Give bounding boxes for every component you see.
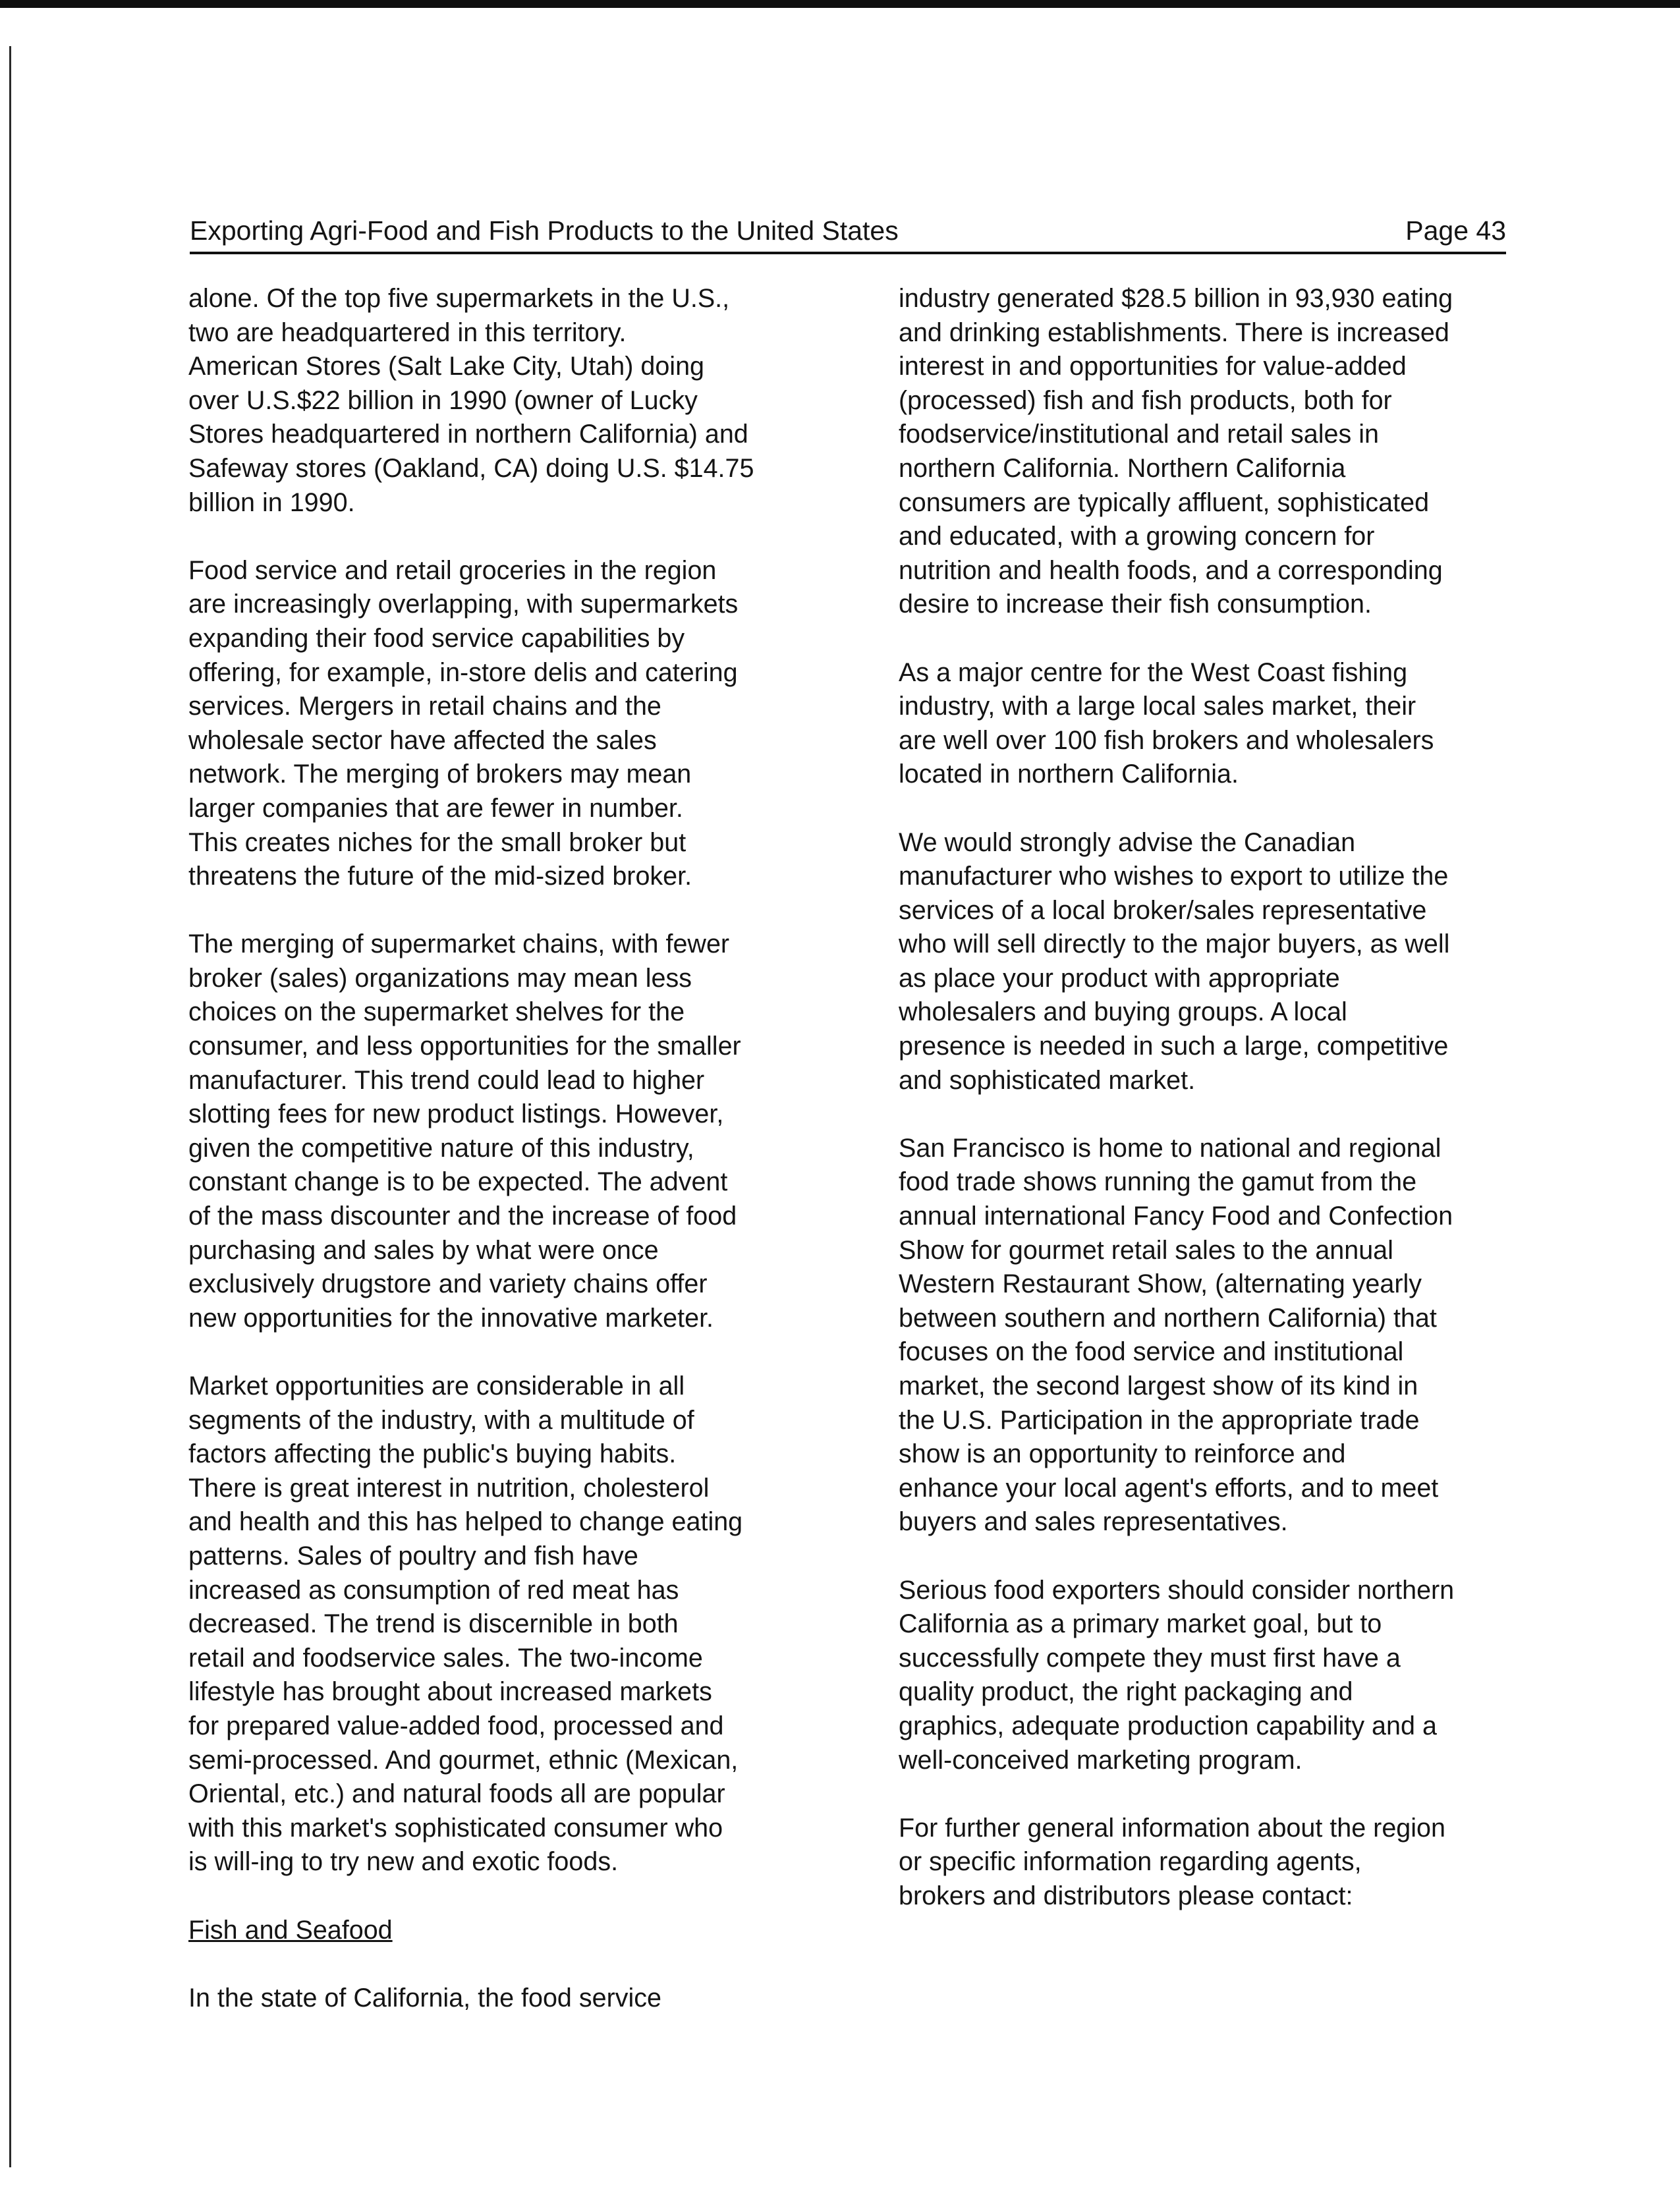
left-column	[188, 282, 847, 2015]
right-column	[899, 282, 1557, 1914]
scan-border-left	[9, 46, 11, 2167]
paragraph-further-information: For further general information about the region or specific information regarding agents, brokers and distributors please contact:	[899, 1813, 1445, 1910]
document-title: Exporting Agri-Food and Fish Products to the United States	[190, 215, 899, 246]
scan-border-top	[0, 0, 1680, 8]
paragraph-industry-revenue: industry generated $28.5 billion in 93,930 eating and drinking establishments. There is increased interest in and opportunities for value-added (processed) fish and fish products, both for foodservice/institutional and retail sales in northern California. Northern California consumers are typically affluent, sophisticated and educated, with a growing concern for nutrition and health foods, and a corresponding desire to increase their fish consumption.	[899, 284, 1453, 619]
paragraph-food-service-overlap: Food service and retail groceries in the region are increasingly overlapping, with supermarkets expanding their food service capabilities by offering, for example, in-store delis and catering services. Mergers in retail chains and the wholesale sector have affected the sales network. The merging of brokers may mean larger companies that are fewer in number. This creates niches for the small broker but threatens the future of the mid-sized broker.	[188, 555, 739, 891]
paragraph-supermarket-mergers: The merging of supermarket chains, with fewer broker (sales) organizations may mean less choices on the supermarket shelves for the consumer, and less opportunities for the smaller manufacturer. This trend could lead to higher slotting fees for new product listings. However, given the competitive nature of this industry, constant change is to be expected. The advent of the mass discounter and the increase of food purchasing and sales by what were once exclusively drugstore and variety chains offer new opportunities for the innovative marketer.	[188, 930, 741, 1333]
paragraph-top-supermarkets: alone. Of the top five supermarkets in the U.S., two are headquartered in this territory. American Stores (Salt Lake City, Utah) doing over U.S.$22 billion in 1990 (owner of Lucky Stores headquartered in northern California) and Safeway stores (Oakland, CA) doing U.S. $14.75 billion in 1990.	[188, 284, 754, 517]
page-header	[190, 212, 1506, 254]
paragraph-trade-shows: San Francisco is home to national and regional food trade shows running the gamut from the annual international Fancy Food and Confection Show for gourmet retail sales to the annual Western Restaurant Show, (alternating yearly between southern and northern California) that focuses on the food service and institutional market, the second largest show of its kind in the U.S. Participation in the appropriate trade show is an opportunity to reinforce and enhance your local agent's efforts, and to meet buyers and sales representatives.	[899, 1133, 1453, 1537]
page-number: Page 43	[1405, 215, 1506, 246]
paragraph-market-opportunities: Market opportunities are considerable in all segments of the industry, with a multitude of factors affecting the public's buying habits. There is great interest in nutrition, cholesterol and health and this has helped to change eating patterns. Sales of poultry and fish have increased as consumption of red meat has decreased. The trend is discernible in both retail and foodservice sales. The two-income lifestyle has brought about increased markets for prepared value-added food, processed and semi-processed. And gourmet, ethnic (Mexican, Oriental, etc.) and natural foods all are popular with this market's sophisticated consumer who is will-ing to try new and exotic foods.	[188, 1372, 743, 1877]
paragraph-fishing-centre: As a major centre for the West Coast fishing industry, with a large local sales market, their are well over 100 fish brokers and wholesalers located in northern California.	[899, 657, 1434, 789]
paragraph-broker-advice: We would strongly advise the Canadian manufacturer who wishes to export to utilize the services of a local broker/sales representative who will sell directly to the major buyers, as well as place your product with appropriate wholesalers and buying groups. A local presence is needed in such a large, competitive and sophisticated market.	[899, 827, 1450, 1095]
paragraph-california-food-service: In the state of California, the food service	[188, 1983, 661, 2013]
section-heading-fish-seafood: Fish and Seafood	[188, 1915, 393, 1945]
paragraph-exporter-guidance: Serious food exporters should consider northern California as a primary market goal, but to successfully compete they must first have a quality product, the right packaging and graphics, adequate production capability and a well-conceived marketing program.	[899, 1575, 1455, 1775]
